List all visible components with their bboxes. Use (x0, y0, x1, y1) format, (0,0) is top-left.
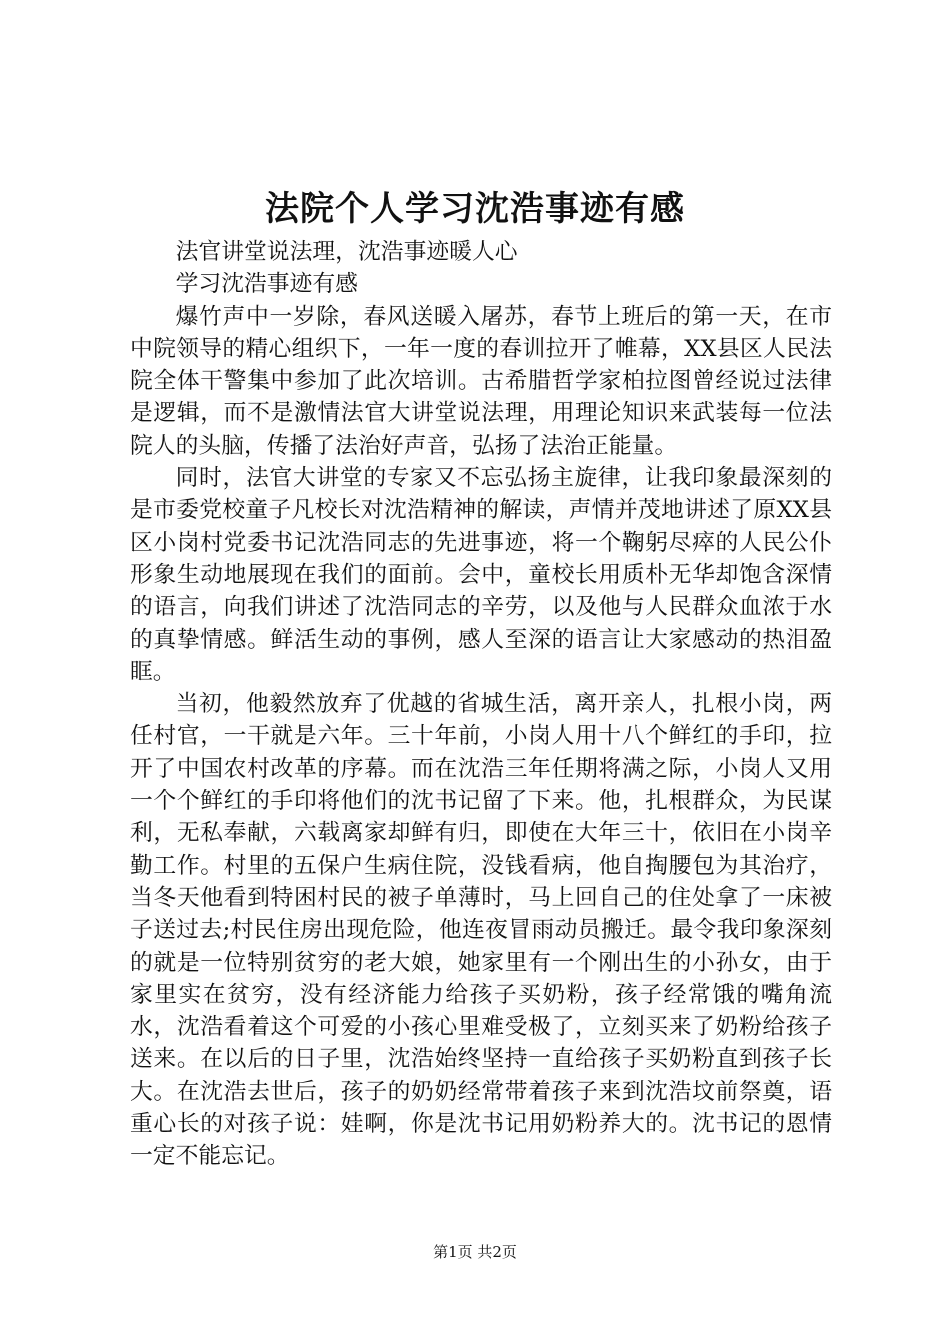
page-number-footer: 第1页 共2页 (433, 1243, 517, 1261)
paragraph-heading: 学习沈浩事迹有感 (175, 271, 358, 298)
document-body (130, 236, 832, 1173)
paragraph-1: 爆竹声中一岁除，春风送暖入屠苏，春节上班后的第一天，在市中院领导的精心组织下，一年一度的春训拉开了帷幕，XX县区人民法院全体干警集中参加了此次培训。古希腊哲学家柏拉图曾经说过法律是逻辑，而不是激情法官大讲堂说法理，用理论知识来武装每一位法院人的头脑，传播了法治好声音，弘扬了法治正能量。 (130, 303, 832, 459)
paragraph-3: 当初，他毅然放弃了优越的省城生活，离开亲人，扎根小岗，两任村官，一干就是六年。三十年前，小岗人用十八个鲜红的手印，拉开了中国农村改革的序幕。而在沈浩三年任期将满之际，小岗人又用一个个鲜红的手印将他们的沈书记留了下来。他，扎根群众，为民谋利，无私奉献，六载离家却鲜有归，即使在大年三十，依旧在小岗辛勤工作。村里的五保户生病住院，没钱看病，他自掏腰包为其治疗，当冬天他看到特困村民的被子单薄时，马上回自己的住处拿了一床被子送过去;村民住房出现危险，他连夜冒雨动员搬迁。最令我印象深刻的就是一位特别贫穷的老大娘，她家里有一个刚出生的小孙女，由于家里实在贫穷，没有经济能力给孩子买奶粉，孩子经常饿的嘴角流水，沈浩看着这个可爱的小孩心里难受极了，立刻买来了奶粉给孩子送来。在以后的日子里，沈浩始终坚持一直给孩子买奶粉直到孩子长大。在沈浩去世后，孩子的奶奶经常带着孩子来到沈浩坟前祭奠，语重心长的对孩子说：娃啊，你是沈书记用奶粉养大的。沈书记的恩情一定不能忘记。 (130, 691, 832, 1170)
document-title: 法院个人学习沈浩事迹有感 (265, 189, 685, 229)
paragraph-2: 同时，法官大讲堂的专家又不忘弘扬主旋律，让我印象最深刻的是市委党校童子凡校长对沈浩精神的解读，声情并茂地讲述了原XX县区小岗村党委书记沈浩同志的先进事迹，将一个鞠躬尽瘁的人民公仆形象生动地展现在我们的面前。会中，童校长用质朴无华却饱含深情的语言，向我们讲述了沈浩同志的辛劳，以及他与人民群众血浓于水的真挚情感。鲜活生动的事例，感人至深的语言让大家感动的热泪盈眶。 (130, 465, 832, 685)
paragraph-subtitle: 法官讲堂说法理，沈浩事迹暖人心 (175, 239, 518, 265)
